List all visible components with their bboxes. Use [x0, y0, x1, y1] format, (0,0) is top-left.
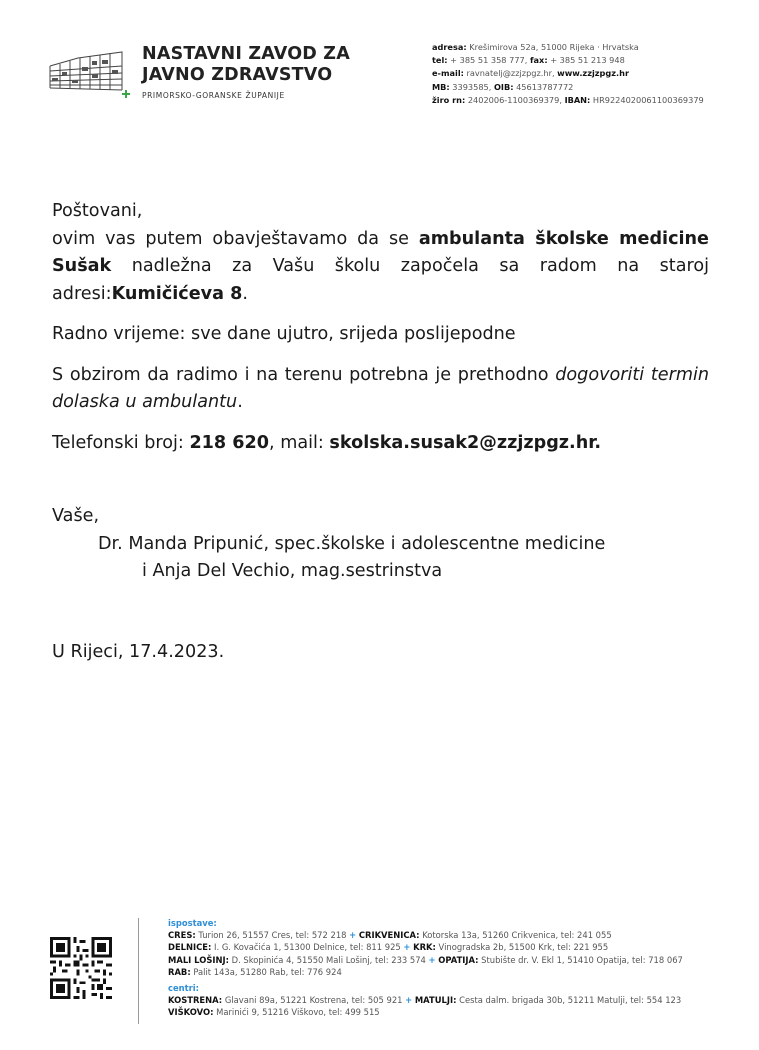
org-subtitle: PRIMORSKO-GORANSKE ŽUPANIJE — [142, 91, 285, 100]
phone-number: 218 620 — [189, 432, 270, 453]
centers-title: centri: — [168, 983, 199, 994]
signature-line1: Dr. Manda Pripunić, spec.školske i adolescentne medicine — [98, 533, 606, 554]
closing: Vaše, — [52, 506, 100, 526]
contact-bank: žiro rn: 2402006-1100369379, IBAN: HR9224020061100369379 — [432, 94, 704, 105]
website-link[interactable]: www.zzjzpgz.hr — [557, 68, 629, 79]
paragraph-notice: ovim vas putem obavještavamo da se ambulanta školske medicine Sušak nadležna za Vašu školu započela sa radom na staroj adresi:Kumičićeva 8. — [52, 228, 709, 304]
contact-block — [432, 41, 704, 107]
footer-divider — [138, 918, 139, 1024]
working-hours: Radno vrijeme: sve dane ujutro, srijeda poslijepodne — [52, 324, 516, 344]
contact-ids: MB: 3393585, OIB: 45613787772 — [432, 81, 574, 92]
letter-body — [52, 198, 709, 666]
branch-row: DELNICE: I. G. Kovačića 1, 51300 Delnice, tel: 811 925 + KRK: Vinogradska 2b, 51500 Krk, tel: 221 955 — [168, 942, 609, 953]
email-link[interactable]: skolska.susak2@zzjzpgz.hr. — [329, 432, 602, 453]
center-row: KOSTRENA: Glavani 89a, 51221 Kostrena, tel: 505 921 + MATULJI: Cesta dalm. brigada 30b, 51211 Matulji, tel: 554 123 — [168, 995, 682, 1006]
contact-email: e-mail: ravnatelj@zzjzpgz.hr, www.zzjzpgz.hr — [432, 68, 629, 79]
institute-logo-icon — [48, 44, 130, 102]
signature-line2: i Anja Del Vechio, mag.sestrinstva — [142, 561, 443, 581]
center-row: VIŠKOVO: Marinići 9, 51216 Viškovo, tel: 499 515 — [168, 1007, 380, 1018]
branch-row: RAB: Palit 143a, 51280 Rab, tel: 776 924 — [168, 966, 342, 977]
contact-address: adresa: Krešimirova 52a, 51000 Rijeka · Hrvatska — [432, 42, 639, 52]
qr-code-icon — [50, 937, 112, 999]
organization-block — [142, 44, 350, 100]
footer-branches — [168, 917, 683, 1019]
org-name-line2: JAVNO ZDRAVSTVO — [142, 65, 333, 85]
contact-line: Telefonski broj: 218 620, mail: skolska.susak2@zzjzpgz.hr. — [52, 432, 602, 453]
greeting: Poštovani, — [52, 201, 143, 221]
contact-phone: tel: + 385 51 358 777, fax: + 385 51 213 948 — [432, 55, 625, 66]
branches-title: ispostave: — [168, 918, 217, 928]
org-name-line1: NASTAVNI ZAVOD ZA — [142, 44, 350, 64]
branch-row: MALI LOŠINJ: D. Skopinića 4, 51550 Mali Lošinj, tel: 233 574 + OPATIJA: Stubište dr. V. Ekl 1, 51410 Opatija, tel: 718 067 — [168, 954, 683, 965]
date-line: U Rijeci, 17.4.2023. — [52, 641, 225, 662]
paragraph-appointment: S obzirom da radimo i na terenu potrebna je prethodno dogovoriti termin dolaska u ambulantu. — [52, 364, 709, 412]
branch-row: CRES: Turion 26, 51557 Cres, tel: 572 218 + CRIKVENICA: Kotorska 13a, 51260 Crikvenica, tel: 241 055 — [168, 930, 612, 941]
